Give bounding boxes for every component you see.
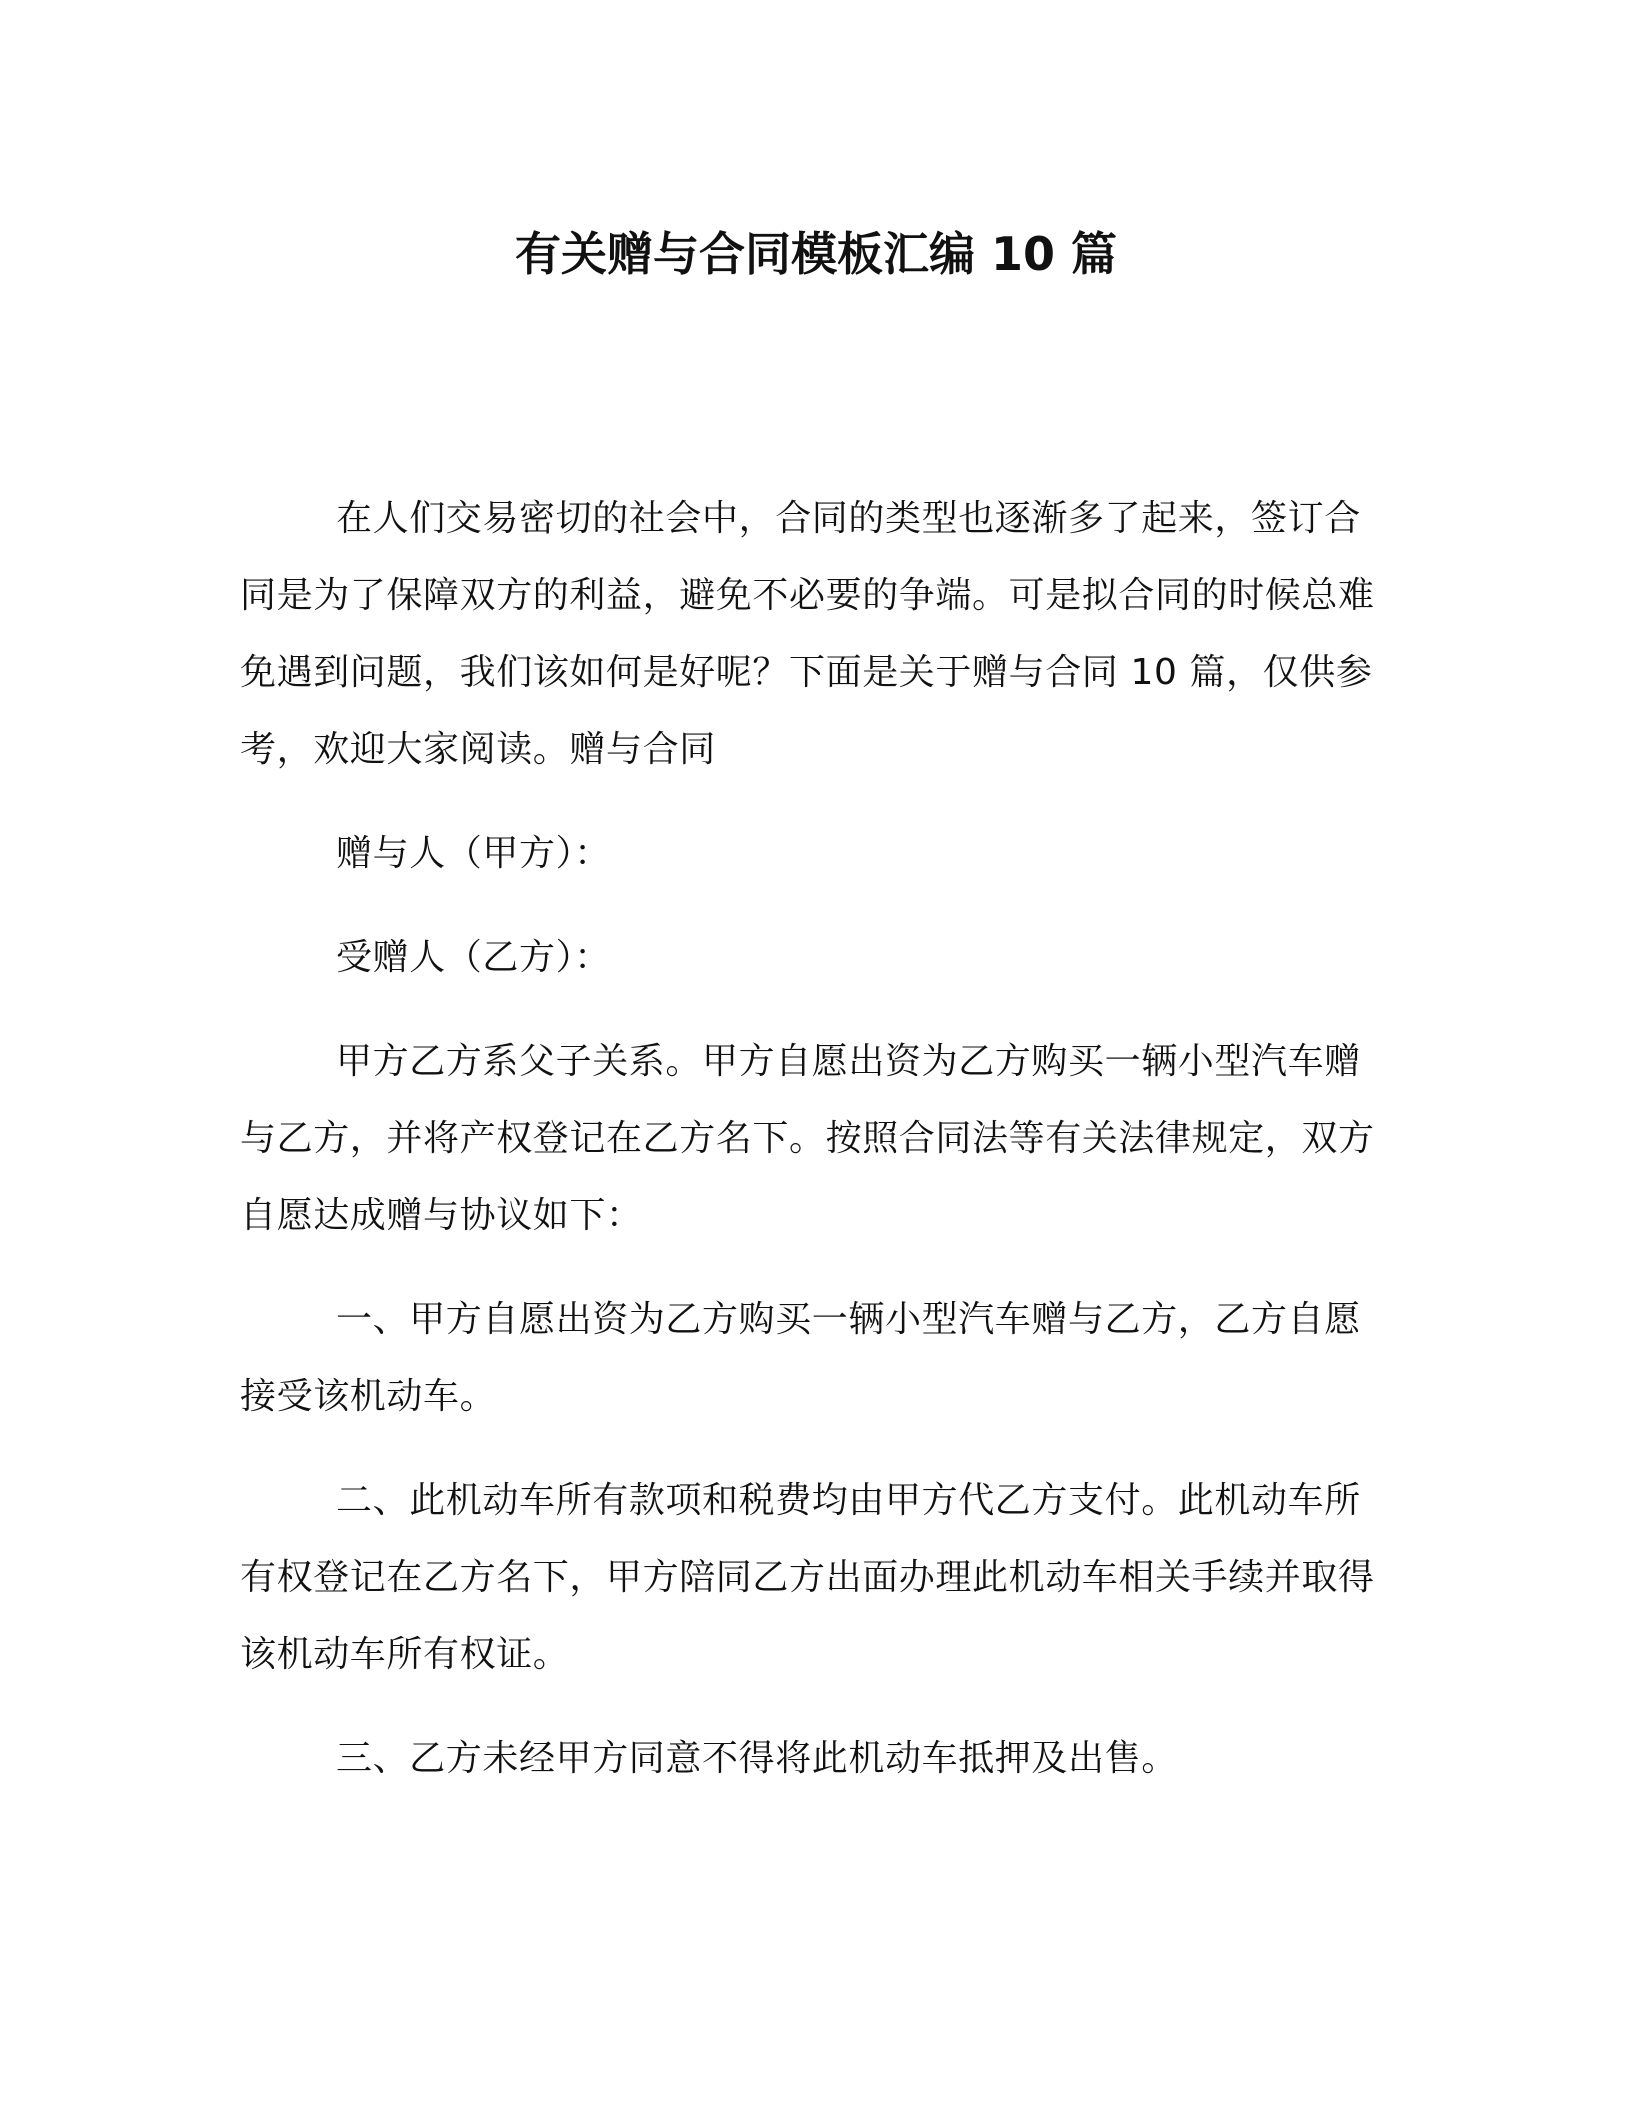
clause-three: 三、乙方未经甲方同意不得将此机动车抵押及出售。	[336, 1738, 1178, 1779]
donee-line: 受赠人（乙方）：	[336, 937, 611, 978]
clause-one: 一、甲方自愿出资为乙方购买一辆小型汽车赠与乙方，乙方自愿接受该机动车。	[240, 1299, 1361, 1417]
relationship-paragraph: 甲方乙方系父子关系。甲方自愿出资为乙方购买一辆小型汽车赠与乙方，并将产权登记在乙方名下。按照合同法等有关法律规定，双方自愿达成赠与协议如下：	[240, 1041, 1375, 1236]
donor-line: 赠与人（甲方）：	[336, 833, 611, 874]
document-title: 有关赠与合同模板汇编 10 篇	[514, 227, 1118, 281]
clause-two: 二、此机动车所有款项和税费均由甲方代乙方支付。此机动车所有权登记在乙方名下，甲方陪同乙方出面办理此机动车相关手续并取得该机动车所有权证。	[240, 1480, 1375, 1675]
intro-paragraph: 在人们交易密切的社会中，合同的类型也逐渐多了起来，签订合同是为了保障双方的利益，避免不必要的争端。可是拟合同的时候总难免遇到问题，我们该如何是好呢？下面是关于赠与合同 10 篇，仅供参考，欢迎大家阅读。赠与合同	[240, 498, 1375, 770]
document-body	[240, 480, 1390, 1797]
